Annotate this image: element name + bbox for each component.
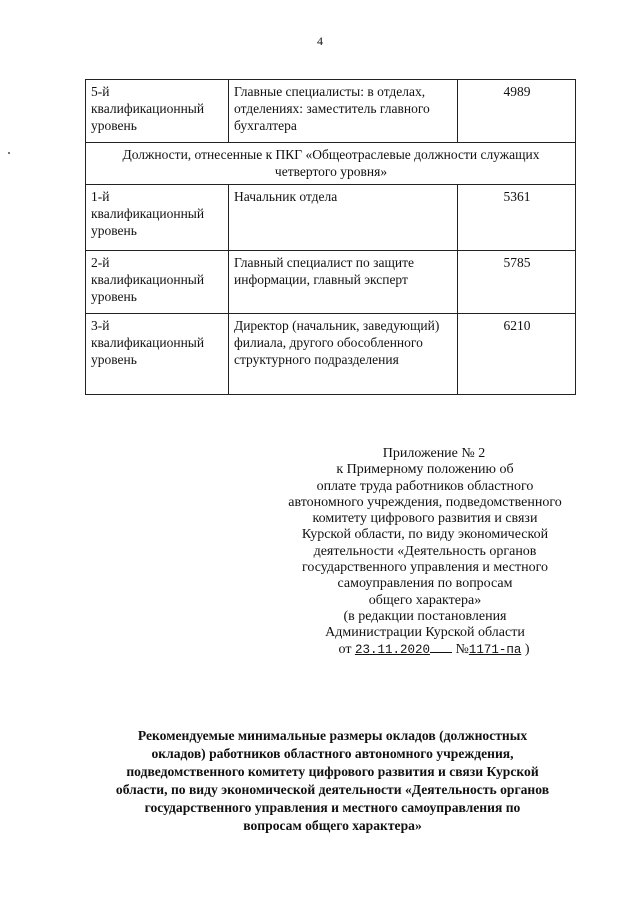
appendix-line: оплате труда работников областного xyxy=(316,478,534,494)
heading-line: области, по виду экономической деятельности «Деятельность органов xyxy=(115,782,550,797)
appendix-line: общего характера» xyxy=(368,592,482,608)
margin-mark xyxy=(8,152,10,154)
heading-line: окладов) работников областного автономного учреждения, xyxy=(151,746,514,761)
appendix-line: государственного управления и местного xyxy=(301,560,549,576)
salary-cell: 5785 xyxy=(458,251,576,314)
level-cell: 1-й квалификационный уровень xyxy=(86,185,229,251)
appendix-line: самоуправления по вопросам xyxy=(337,576,513,592)
appendix-line: к Примерному положению об xyxy=(336,462,514,478)
appendix-line: автономного учреждения, подведомственного xyxy=(288,494,562,510)
resolution-date-line xyxy=(250,642,600,658)
number-sign: № xyxy=(455,641,469,657)
level-cell: 5-й квалификационный уровень xyxy=(86,80,229,143)
table-row xyxy=(86,314,576,395)
position-cell: Начальник отдела xyxy=(229,185,458,251)
page-number: 4 xyxy=(317,34,323,48)
salary-table xyxy=(85,79,576,395)
appendix-line: Курской области, по виду экономической xyxy=(301,527,549,543)
position-cell: Главные специалисты: в отделах, отделениях: заместитель главного бухгалтера xyxy=(229,80,458,143)
appendix-line: (в редакции постановления xyxy=(343,608,507,624)
heading-line: Рекомендуемые минимальные размеры окладов (должностных xyxy=(137,728,528,743)
heading-line: государственного управления и местного самоуправления по xyxy=(144,800,521,815)
document-heading xyxy=(85,727,580,835)
appendix-line: деятельности «Деятельность органов xyxy=(313,543,537,559)
position-cell: Директор (начальник, заведующий) филиала, другого обособленного структурного подразделения xyxy=(229,314,458,395)
table-row xyxy=(86,185,576,251)
group-header: Должности, отнесенные к ПКГ «Общеотраслевые должности служащих четвертого уровня» xyxy=(86,143,576,185)
resolution-date: 23.11.2020 xyxy=(354,642,430,657)
table-row xyxy=(86,80,576,143)
salary-cell: 4989 xyxy=(458,80,576,143)
position-cell: Главный специалист по защите информации, главный эксперт xyxy=(229,251,458,314)
group-header-row xyxy=(86,143,576,185)
salary-cell: 5361 xyxy=(458,185,576,251)
appendix-line: комитету цифрового развития и связи xyxy=(312,511,538,527)
salary-cell: 6210 xyxy=(458,314,576,395)
table-row xyxy=(86,251,576,314)
appendix-line: Администрации Курской области xyxy=(325,625,525,641)
resolution-number: 1171-па xyxy=(468,642,522,657)
closing-paren: ) xyxy=(524,641,530,657)
level-cell: 3-й квалификационный уровень xyxy=(86,314,229,395)
appendix-block xyxy=(250,446,600,658)
heading-line: вопросам общего характера» xyxy=(243,818,422,833)
level-cell: 2-й квалификационный уровень xyxy=(86,251,229,314)
heading-line: подведомственного комитету цифрового развития и связи Курской xyxy=(126,764,539,779)
appendix-title: Приложение № 2 xyxy=(382,446,486,461)
underline-gap xyxy=(430,642,452,653)
date-prefix: от xyxy=(338,641,352,657)
